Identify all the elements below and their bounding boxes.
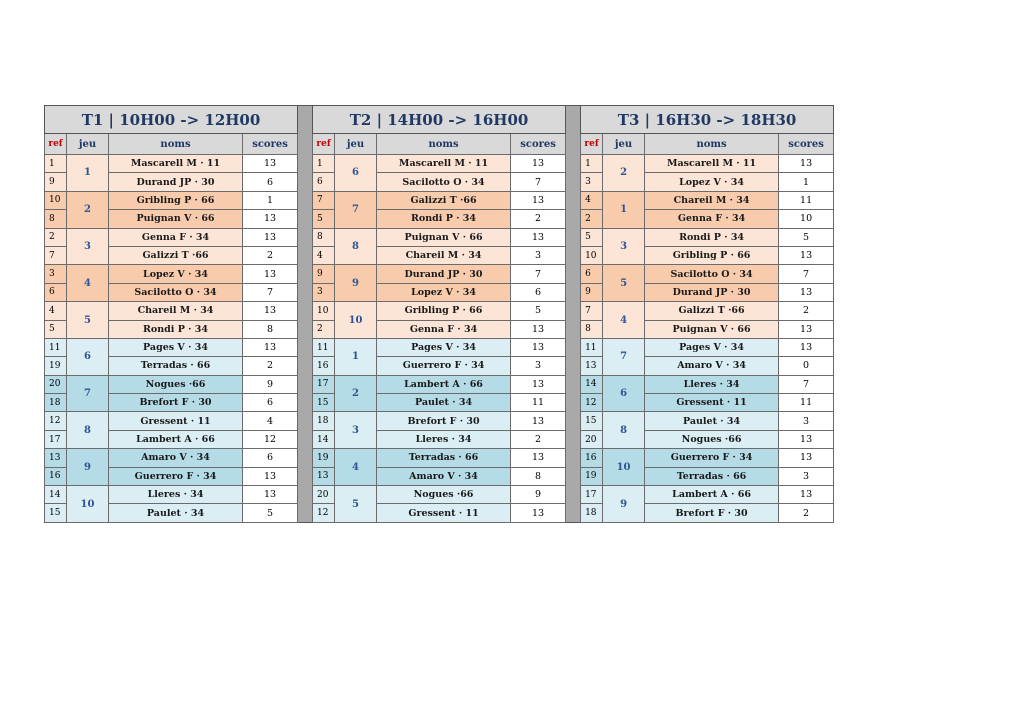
- score-cell: 13: [779, 449, 834, 467]
- score-cell: 2: [243, 357, 298, 375]
- player-name-cell: Gribling P · 66: [109, 191, 243, 209]
- score-cell: 6: [243, 449, 298, 467]
- table-row: [313, 302, 566, 320]
- score-cell: 2: [511, 430, 566, 448]
- table-row: [45, 338, 298, 356]
- jeu-cell: 5: [335, 486, 377, 523]
- ref-cell: 14: [581, 375, 603, 393]
- jeu-cell: 7: [67, 375, 109, 412]
- ref-cell: 13: [45, 449, 67, 467]
- jeu-cell: 4: [603, 302, 645, 339]
- table-row: [581, 486, 834, 504]
- player-name-cell: Guerrero F · 34: [645, 449, 779, 467]
- ref-cell: 7: [45, 246, 67, 264]
- ref-cell: 8: [45, 210, 67, 228]
- player-name-cell: Paulet · 34: [109, 504, 243, 523]
- ref-cell: 10: [45, 191, 67, 209]
- ref-cell: 11: [581, 338, 603, 356]
- player-name-cell: Terradas · 66: [377, 449, 511, 467]
- score-cell: 13: [779, 320, 834, 338]
- ref-cell: 12: [45, 412, 67, 430]
- score-cell: 13: [511, 449, 566, 467]
- player-name-cell: Genna F · 34: [377, 320, 511, 338]
- score-cell: 3: [779, 467, 834, 485]
- player-name-cell: Galizzi T ·66: [645, 302, 779, 320]
- score-cell: 3: [511, 357, 566, 375]
- player-name-cell: Puignan V · 66: [109, 210, 243, 228]
- score-cell: 13: [243, 210, 298, 228]
- score-cell: 13: [511, 191, 566, 209]
- player-name-cell: Mascarell M · 11: [645, 155, 779, 173]
- table-row: [581, 155, 834, 173]
- jeu-cell: 10: [603, 449, 645, 486]
- score-cell: 2: [779, 302, 834, 320]
- table-row: [313, 265, 566, 283]
- player-name-cell: Sacilotto O · 34: [645, 265, 779, 283]
- header-ref: ref: [45, 134, 67, 155]
- player-name-cell: Chareil M · 34: [377, 246, 511, 264]
- score-cell: 3: [779, 412, 834, 430]
- player-name-cell: Pages V · 34: [645, 338, 779, 356]
- player-name-cell: Rondi P · 34: [109, 320, 243, 338]
- header-scores: scores: [779, 134, 834, 155]
- table-row: [313, 338, 566, 356]
- jeu-cell: 3: [67, 228, 109, 265]
- jeu-cell: 10: [335, 302, 377, 339]
- player-name-cell: Nogues ·66: [109, 375, 243, 393]
- ref-cell: 11: [313, 338, 335, 356]
- score-cell: 8: [511, 467, 566, 485]
- jeu-cell: 2: [67, 191, 109, 228]
- ref-cell: 14: [45, 486, 67, 504]
- jeu-cell: 8: [67, 412, 109, 449]
- table-row: [45, 486, 298, 504]
- header-ref: ref: [313, 134, 335, 155]
- ref-cell: 16: [45, 467, 67, 485]
- tour-title: T3 | 16H30 -> 18H30: [581, 106, 834, 134]
- player-name-cell: Lambert A · 66: [377, 375, 511, 393]
- player-name-cell: Sacilotto O · 34: [109, 283, 243, 301]
- score-cell: 13: [243, 228, 298, 246]
- score-cell: 13: [779, 338, 834, 356]
- jeu-cell: 9: [67, 449, 109, 486]
- score-cell: 13: [779, 486, 834, 504]
- ref-cell: 3: [313, 283, 335, 301]
- ref-cell: 17: [581, 486, 603, 504]
- score-cell: 6: [243, 394, 298, 412]
- ref-cell: 4: [313, 246, 335, 264]
- ref-cell: 17: [313, 375, 335, 393]
- ref-cell: 15: [581, 412, 603, 430]
- player-name-cell: Genna F · 34: [109, 228, 243, 246]
- player-name-cell: Brefort F · 30: [645, 504, 779, 523]
- header-noms: noms: [109, 134, 243, 155]
- score-cell: 7: [779, 375, 834, 393]
- score-cell: 13: [779, 283, 834, 301]
- score-cell: 13: [243, 155, 298, 173]
- player-name-cell: Nogues ·66: [377, 486, 511, 504]
- score-cell: 13: [511, 155, 566, 173]
- player-name-cell: Pages V · 34: [109, 338, 243, 356]
- header-jeu: jeu: [335, 134, 377, 155]
- score-cell: 1: [779, 173, 834, 191]
- player-name-cell: Gribling P · 66: [645, 246, 779, 264]
- ref-cell: 1: [313, 155, 335, 173]
- jeu-cell: 2: [335, 375, 377, 412]
- ref-cell: 5: [581, 228, 603, 246]
- tour-table: [44, 105, 298, 523]
- column-separator: [298, 105, 312, 523]
- score-cell: 13: [779, 430, 834, 448]
- player-name-cell: Galizzi T ·66: [109, 246, 243, 264]
- score-cell: 6: [243, 173, 298, 191]
- ref-cell: 1: [581, 155, 603, 173]
- score-cell: 12: [243, 430, 298, 448]
- player-name-cell: Guerrero F · 34: [377, 357, 511, 375]
- table-row: [313, 228, 566, 246]
- player-name-cell: Nogues ·66: [645, 430, 779, 448]
- player-name-cell: Terradas · 66: [645, 467, 779, 485]
- jeu-cell: 7: [603, 338, 645, 375]
- table-row: [313, 155, 566, 173]
- player-name-cell: Sacilotto O · 34: [377, 173, 511, 191]
- tour-title: T1 | 10H00 -> 12H00: [45, 106, 298, 134]
- jeu-cell: 5: [603, 265, 645, 302]
- jeu-cell: 7: [335, 191, 377, 228]
- ref-cell: 3: [581, 173, 603, 191]
- jeu-cell: 8: [603, 412, 645, 449]
- score-cell: 1: [243, 191, 298, 209]
- score-cell: 5: [511, 302, 566, 320]
- jeu-cell: 2: [603, 155, 645, 192]
- ref-cell: 19: [313, 449, 335, 467]
- jeu-cell: 6: [335, 155, 377, 192]
- header-noms: noms: [377, 134, 511, 155]
- table-row: [45, 265, 298, 283]
- score-cell: 13: [243, 302, 298, 320]
- ref-cell: 17: [45, 430, 67, 448]
- ref-cell: 15: [45, 504, 67, 523]
- ref-cell: 4: [45, 302, 67, 320]
- table-row: [581, 338, 834, 356]
- score-cell: 11: [779, 191, 834, 209]
- table-row: [581, 191, 834, 209]
- table-row: [581, 375, 834, 393]
- table-row: [581, 449, 834, 467]
- column-separator: [566, 105, 580, 523]
- score-cell: 13: [779, 155, 834, 173]
- player-name-cell: Brefort F · 30: [377, 412, 511, 430]
- ref-cell: 6: [313, 173, 335, 191]
- jeu-cell: 5: [67, 302, 109, 339]
- jeu-cell: 4: [67, 265, 109, 302]
- player-name-cell: Lopez V · 34: [645, 173, 779, 191]
- score-cell: 13: [243, 338, 298, 356]
- header-jeu: jeu: [603, 134, 645, 155]
- player-name-cell: Gribling P · 66: [377, 302, 511, 320]
- score-cell: 8: [243, 320, 298, 338]
- score-cell: 10: [779, 210, 834, 228]
- table-row: [45, 449, 298, 467]
- player-name-cell: Lopez V · 34: [109, 265, 243, 283]
- ref-cell: 16: [313, 357, 335, 375]
- ref-cell: 15: [313, 394, 335, 412]
- tour-title: T2 | 14H00 -> 16H00: [313, 106, 566, 134]
- score-cell: 13: [243, 265, 298, 283]
- score-cell: 13: [243, 467, 298, 485]
- ref-cell: 20: [581, 430, 603, 448]
- jeu-cell: 6: [603, 375, 645, 412]
- player-name-cell: Chareil M · 34: [645, 191, 779, 209]
- player-name-cell: Brefort F · 30: [109, 394, 243, 412]
- header-jeu: jeu: [67, 134, 109, 155]
- table-row: [313, 486, 566, 504]
- score-cell: 2: [243, 246, 298, 264]
- tour-table: [312, 105, 566, 523]
- jeu-cell: 4: [335, 449, 377, 486]
- player-name-cell: Gressent · 11: [645, 394, 779, 412]
- table-row: [313, 412, 566, 430]
- jeu-cell: 10: [67, 486, 109, 523]
- score-cell: 7: [779, 265, 834, 283]
- score-cell: 4: [243, 412, 298, 430]
- player-name-cell: Lambert A · 66: [645, 486, 779, 504]
- player-name-cell: Amaro V · 34: [377, 467, 511, 485]
- score-cell: 7: [243, 283, 298, 301]
- table-row: [313, 191, 566, 209]
- ref-cell: 6: [45, 283, 67, 301]
- ref-cell: 5: [313, 210, 335, 228]
- ref-cell: 4: [581, 191, 603, 209]
- player-name-cell: Genna F · 34: [645, 210, 779, 228]
- player-name-cell: Lleres · 34: [377, 430, 511, 448]
- player-name-cell: Lleres · 34: [645, 375, 779, 393]
- score-cell: 0: [779, 357, 834, 375]
- player-name-cell: Durand JP · 30: [645, 283, 779, 301]
- player-name-cell: Paulet · 34: [377, 394, 511, 412]
- player-name-cell: Gressent · 11: [109, 412, 243, 430]
- ref-cell: 7: [313, 191, 335, 209]
- ref-cell: 3: [45, 265, 67, 283]
- ref-cell: 2: [45, 228, 67, 246]
- score-cell: 13: [511, 320, 566, 338]
- ref-cell: 8: [581, 320, 603, 338]
- jeu-cell: 3: [335, 412, 377, 449]
- table-row: [45, 302, 298, 320]
- player-name-cell: Mascarell M · 11: [377, 155, 511, 173]
- table-row: [45, 191, 298, 209]
- player-name-cell: Rondi P · 34: [645, 228, 779, 246]
- ref-cell: 2: [581, 210, 603, 228]
- score-cell: 13: [779, 246, 834, 264]
- player-name-cell: Guerrero F · 34: [109, 467, 243, 485]
- score-cell: 5: [243, 504, 298, 523]
- ref-cell: 18: [581, 504, 603, 523]
- table-row: [581, 265, 834, 283]
- table-row: [313, 375, 566, 393]
- ref-cell: 16: [581, 449, 603, 467]
- ref-cell: 19: [581, 467, 603, 485]
- player-name-cell: Rondi P · 34: [377, 210, 511, 228]
- tour-table: [580, 105, 834, 523]
- ref-cell: 13: [313, 467, 335, 485]
- player-name-cell: Mascarell M · 11: [109, 155, 243, 173]
- score-cell: 7: [511, 265, 566, 283]
- player-name-cell: Terradas · 66: [109, 357, 243, 375]
- player-name-cell: Amaro V · 34: [645, 357, 779, 375]
- ref-cell: 11: [45, 338, 67, 356]
- jeu-cell: 1: [335, 338, 377, 375]
- ref-cell: 20: [45, 375, 67, 393]
- ref-cell: 14: [313, 430, 335, 448]
- player-name-cell: Paulet · 34: [645, 412, 779, 430]
- ref-cell: 10: [313, 302, 335, 320]
- score-cell: 13: [511, 375, 566, 393]
- jeu-cell: 3: [603, 228, 645, 265]
- ref-cell: 8: [313, 228, 335, 246]
- player-name-cell: Durand JP · 30: [109, 173, 243, 191]
- tournament-sheet: [44, 105, 834, 523]
- table-row: [313, 449, 566, 467]
- header-noms: noms: [645, 134, 779, 155]
- header-ref: ref: [581, 134, 603, 155]
- jeu-cell: 9: [335, 265, 377, 302]
- header-scores: scores: [243, 134, 298, 155]
- table-row: [45, 228, 298, 246]
- player-name-cell: Puignan V · 66: [645, 320, 779, 338]
- score-cell: 13: [511, 228, 566, 246]
- player-name-cell: Chareil M · 34: [109, 302, 243, 320]
- score-cell: 13: [243, 486, 298, 504]
- player-name-cell: Lambert A · 66: [109, 430, 243, 448]
- ref-cell: 9: [45, 173, 67, 191]
- player-name-cell: Durand JP · 30: [377, 265, 511, 283]
- score-cell: 13: [511, 504, 566, 523]
- ref-cell: 5: [45, 320, 67, 338]
- ref-cell: 6: [581, 265, 603, 283]
- jeu-cell: 8: [335, 228, 377, 265]
- score-cell: 11: [511, 394, 566, 412]
- jeu-cell: 1: [603, 191, 645, 228]
- score-cell: 2: [779, 504, 834, 523]
- player-name-cell: Gressent · 11: [377, 504, 511, 523]
- score-cell: 2: [511, 210, 566, 228]
- ref-cell: 7: [581, 302, 603, 320]
- player-name-cell: Amaro V · 34: [109, 449, 243, 467]
- player-name-cell: Galizzi T ·66: [377, 191, 511, 209]
- ref-cell: 12: [581, 394, 603, 412]
- table-row: [581, 302, 834, 320]
- player-name-cell: Lleres · 34: [109, 486, 243, 504]
- ref-cell: 1: [45, 155, 67, 173]
- score-cell: 3: [511, 246, 566, 264]
- score-cell: 5: [779, 228, 834, 246]
- ref-cell: 12: [313, 504, 335, 523]
- ref-cell: 2: [313, 320, 335, 338]
- score-cell: 6: [511, 283, 566, 301]
- table-row: [45, 375, 298, 393]
- score-cell: 7: [511, 173, 566, 191]
- player-name-cell: Puignan V · 66: [377, 228, 511, 246]
- ref-cell: 13: [581, 357, 603, 375]
- ref-cell: 10: [581, 246, 603, 264]
- ref-cell: 19: [45, 357, 67, 375]
- player-name-cell: Pages V · 34: [377, 338, 511, 356]
- score-cell: 9: [243, 375, 298, 393]
- score-cell: 13: [511, 338, 566, 356]
- header-scores: scores: [511, 134, 566, 155]
- score-cell: 9: [511, 486, 566, 504]
- ref-cell: 18: [45, 394, 67, 412]
- score-cell: 11: [779, 394, 834, 412]
- jeu-cell: 1: [67, 155, 109, 192]
- ref-cell: 9: [313, 265, 335, 283]
- score-cell: 13: [511, 412, 566, 430]
- ref-cell: 18: [313, 412, 335, 430]
- player-name-cell: Lopez V · 34: [377, 283, 511, 301]
- table-row: [45, 412, 298, 430]
- ref-cell: 20: [313, 486, 335, 504]
- jeu-cell: 9: [603, 486, 645, 523]
- ref-cell: 9: [581, 283, 603, 301]
- table-row: [581, 228, 834, 246]
- table-row: [45, 155, 298, 173]
- table-row: [581, 412, 834, 430]
- jeu-cell: 6: [67, 338, 109, 375]
